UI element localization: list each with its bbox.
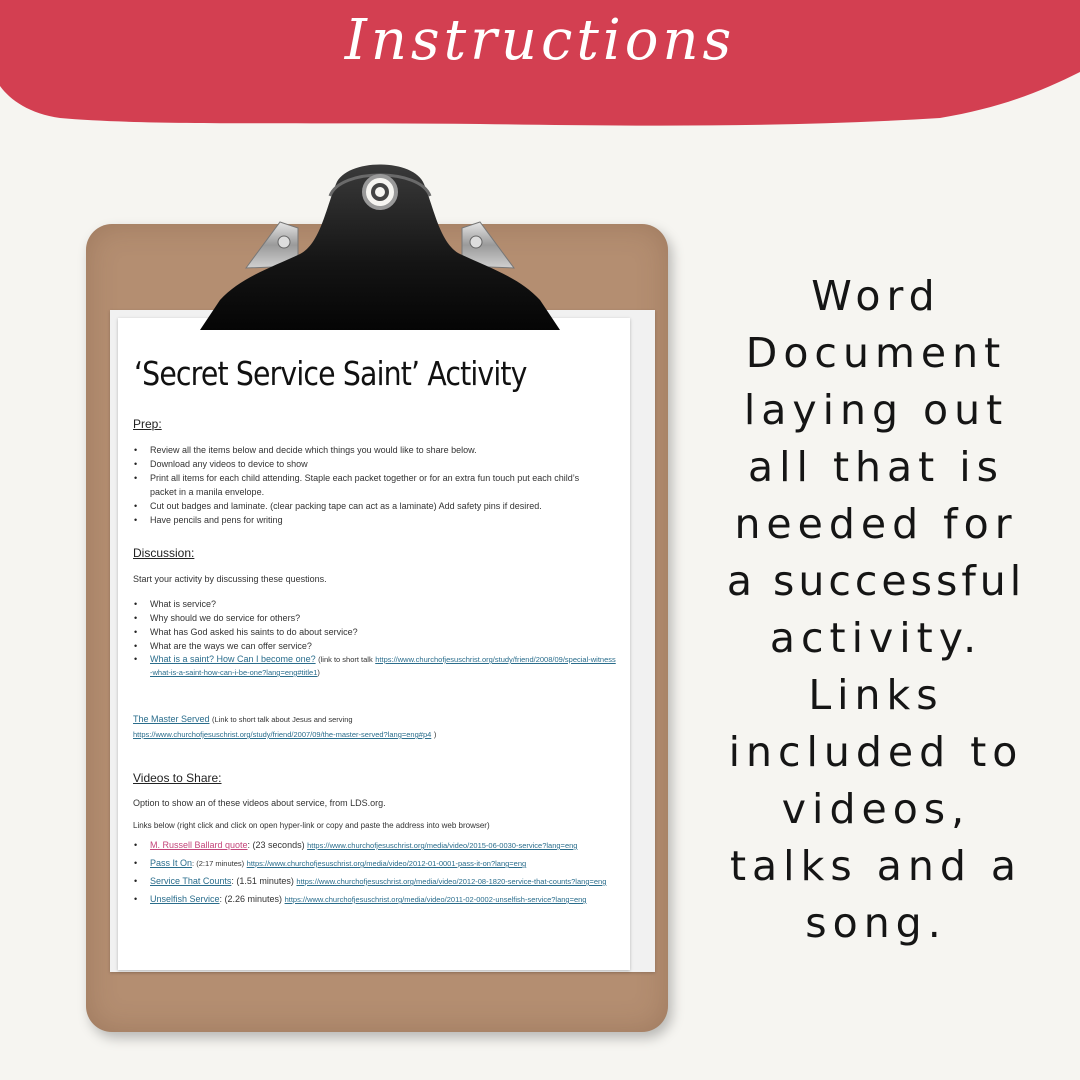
video-title-link[interactable]: Pass It On bbox=[150, 858, 193, 868]
videos-heading: Videos to Share: bbox=[133, 771, 222, 785]
list-item: • Download any videos to device to show bbox=[118, 457, 618, 471]
list-item bbox=[118, 893, 608, 906]
saint-talk-note: (link to short talk bbox=[318, 655, 373, 664]
clipboard-clip bbox=[180, 148, 580, 338]
video-duration: : (2.26 minutes) bbox=[219, 894, 283, 904]
list-item: • Cut out badges and laminate. (clear packing tape can act as a laminate) Add safety pins if desired. bbox=[118, 499, 618, 513]
videos-intro: Option to show an of these videos about service, from LDS.org. bbox=[133, 798, 386, 808]
list-item bbox=[118, 653, 618, 679]
list-item bbox=[118, 839, 608, 852]
prep-list bbox=[118, 443, 618, 527]
video-url[interactable]: https://www.churchofjesuschrist.org/media/video/2015-06-0030-service?lang=eng bbox=[307, 841, 578, 850]
list-item: • What are the ways we can offer service? bbox=[118, 639, 618, 653]
discussion-heading: Discussion: bbox=[133, 546, 195, 560]
side-line: videos, bbox=[781, 785, 971, 833]
video-url[interactable]: https://www.churchofjesuschrist.org/media/video/2012-01-0001-pass-it-on?lang=eng bbox=[246, 859, 527, 868]
master-served-url[interactable]: https://www.churchofjesuschrist.org/study/friend/2007/09/the-master-served?lang=eng#p4 bbox=[133, 730, 432, 739]
videos-list bbox=[118, 839, 608, 906]
side-line: included to bbox=[728, 728, 1024, 776]
saint-talk-close: ) bbox=[317, 668, 320, 677]
master-served-link[interactable]: The Master Served bbox=[133, 714, 210, 724]
discussion-intro: Start your activity by discussing these questions. bbox=[133, 574, 327, 584]
saint-talk-link[interactable]: What is a saint? How Can I become one? bbox=[150, 654, 316, 664]
master-served-note: (Link to short talk about Jesus and serving bbox=[212, 715, 353, 724]
document-page bbox=[118, 318, 630, 970]
videos-links-note: Links below (right click and click on open hyper-link or copy and paste the address into web browser) bbox=[133, 821, 490, 830]
clip-graphic bbox=[180, 148, 580, 338]
video-title-link[interactable]: Unselfish Service bbox=[150, 894, 220, 904]
list-item: • What has God asked his saints to do about service? bbox=[118, 625, 618, 639]
saint-talk-url[interactable]: https://www.churchofjesuschrist.org/study/friend/2008/09/special-witness-what-is-a-saint-how-can-i-be-one?lang=eng#title1 bbox=[150, 655, 616, 677]
side-line: Links bbox=[808, 671, 944, 719]
video-duration: : (23 seconds) bbox=[247, 840, 305, 850]
video-url[interactable]: https://www.churchofjesuschrist.org/media/video/2011-02-0002-unselfish-service?lang=eng bbox=[284, 895, 587, 904]
list-item: • What is service? bbox=[118, 597, 618, 611]
banner-title: Instructions bbox=[344, 8, 736, 73]
video-duration: : (2:17 minutes) bbox=[192, 859, 245, 868]
side-line: Document bbox=[745, 329, 1007, 377]
side-line: activity. bbox=[769, 614, 983, 662]
list-item: • Why should we do service for others? bbox=[118, 611, 618, 625]
video-title-link[interactable]: Service That Counts bbox=[150, 876, 232, 886]
list-item: • Review all the items below and decide which things you would like to share below. bbox=[118, 443, 618, 457]
side-line: all that is bbox=[748, 443, 1004, 491]
header-banner bbox=[0, 0, 1080, 130]
discussion-list bbox=[118, 597, 618, 679]
side-line: Word bbox=[811, 272, 941, 320]
side-line: needed for bbox=[734, 500, 1018, 548]
side-line: a successful bbox=[726, 557, 1026, 605]
video-url[interactable]: https://www.churchofjesuschrist.org/media/video/2012-08-1820-service-that-counts?lang=eng bbox=[296, 877, 607, 886]
document-title: ‘Secret Service Saint’ Activity bbox=[134, 354, 527, 393]
master-served-line bbox=[133, 712, 603, 742]
list-item bbox=[118, 857, 608, 870]
side-line: talks and a bbox=[729, 842, 1023, 890]
video-title-link[interactable]: M. Russell Ballard quote bbox=[150, 840, 248, 850]
side-description bbox=[700, 268, 1052, 952]
master-served-close: ) bbox=[433, 730, 437, 739]
list-item bbox=[118, 875, 608, 888]
side-line: laying out bbox=[743, 386, 1009, 434]
list-item: • Have pencils and pens for writing bbox=[118, 513, 618, 527]
video-duration: : (1.51 minutes) bbox=[231, 876, 294, 886]
prep-heading: Prep: bbox=[133, 417, 162, 431]
side-line: song. bbox=[805, 899, 947, 947]
list-item: • Print all items for each child attending. Staple each packet together or for an extra fun touch put each child’s packet in a manila envelope. bbox=[118, 471, 618, 499]
